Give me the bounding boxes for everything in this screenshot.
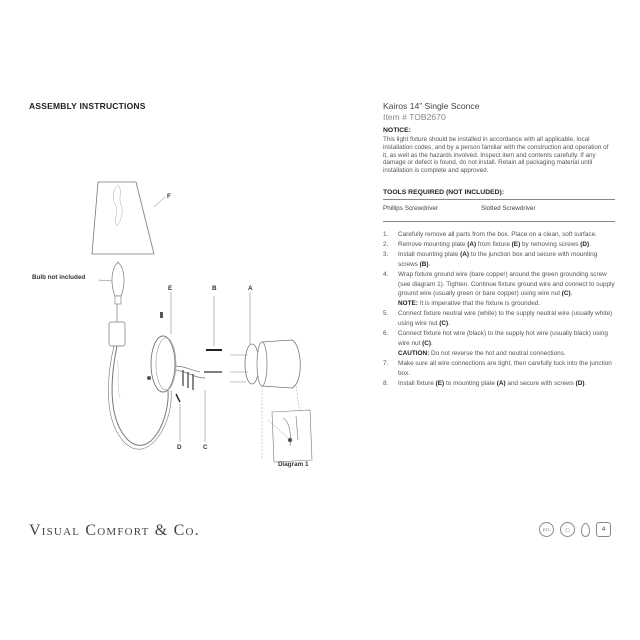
step-note: NOTE: It is imperative that the fixture is grounded. — [398, 300, 541, 308]
backplate — [151, 336, 175, 392]
label-d: D — [177, 444, 182, 451]
step-number: 2. — [383, 240, 389, 248]
lamp-shade — [92, 182, 154, 254]
step-text: Install mounting plate (A) to the junction box and secure with mounting screws (B). — [398, 250, 598, 268]
product-name: Kairos 14” Single Sconce — [383, 101, 480, 111]
notice-text: This light fixture should be installed in accordance with all applicable, local installation codes, and by a person familiar with the construction and operation of it, as well as the hazards involved. Inspect item and contents carefully. If any damage or defect is found, do not install. Retain all packaging material until installation is complete and approved. — [383, 136, 609, 175]
step-number: 8. — [383, 379, 389, 387]
step-text: Make sure all wire connections are tight, then carefully tuck into the junction box. — [398, 359, 612, 377]
tool-item: Slotted Screwdriver — [481, 204, 536, 212]
step-text: Install fixture (E) to mounting plate (A) and secure with screws (D). — [398, 379, 587, 387]
step-text: Connect fixture hot wire (black) to the supply hot wire (usually black) using wire nut (C). — [398, 330, 608, 347]
step-text: Remove mounting plate (A) from fixture (E) by removing screws (D). — [398, 240, 591, 248]
step-number: 1. — [383, 230, 389, 238]
page-number: 4 — [596, 522, 611, 537]
wires — [175, 366, 205, 378]
item-number: Item # TOB2670 — [383, 112, 446, 122]
step-text: Carefully remove all parts from the box. Place on a clean, soft surface. — [398, 230, 597, 238]
leader-line — [154, 197, 165, 207]
grounding-detail — [272, 410, 312, 462]
step-text: Wrap fixture ground wire (bare copper) around the green grounding screw (see diagram 1). Tighten. Continue fixture ground wire and connect to supply ground wire (usually green or bare copper) using wire nut (C). — [398, 270, 615, 298]
step-number: 7. — [383, 359, 389, 367]
cord — [117, 360, 120, 398]
tools-title: TOOLS REQUIRED (NOT INCLUDED): — [383, 188, 505, 196]
step-text: Connect fixture neutral wire (white) to the supply neutral wire (usually white) using wire nut (C). — [398, 310, 613, 328]
junction-box — [262, 340, 300, 388]
step-number: 4. — [383, 270, 389, 278]
diagram-caption: Diagram 1 — [278, 461, 309, 468]
label-f: F — [167, 193, 171, 200]
tool-item: Phillips Screwdriver — [383, 204, 438, 212]
screw-icon — [160, 312, 163, 318]
notice-title: NOTICE: — [383, 127, 411, 134]
certification-icon: ◯ — [560, 522, 575, 537]
label-e: E — [168, 285, 173, 292]
screw-icon — [176, 394, 180, 402]
step-number: 3. — [383, 250, 389, 258]
leader-line — [98, 280, 112, 281]
step-number: 6. — [383, 330, 389, 338]
certification-icon: ETL — [539, 522, 554, 537]
label-b: B — [212, 285, 217, 292]
brand-logo: Visual Comfort & Co. — [29, 522, 200, 539]
step-number: 5. — [383, 310, 389, 318]
grounding-screw-icon — [288, 438, 292, 442]
damp-location-icon — [581, 523, 590, 537]
bulb-icon — [112, 262, 124, 296]
assembly-title: ASSEMBLY INSTRUCTIONS — [29, 101, 146, 111]
screw-icon — [147, 376, 151, 380]
label-c: C — [203, 444, 208, 451]
certification-icons — [539, 522, 611, 537]
socket — [109, 322, 125, 346]
label-bulb: Bulb not included — [32, 274, 86, 281]
label-a: A — [248, 285, 253, 292]
step-note: CAUTION: Do not reverse the hot and neutral connections. — [398, 349, 566, 357]
